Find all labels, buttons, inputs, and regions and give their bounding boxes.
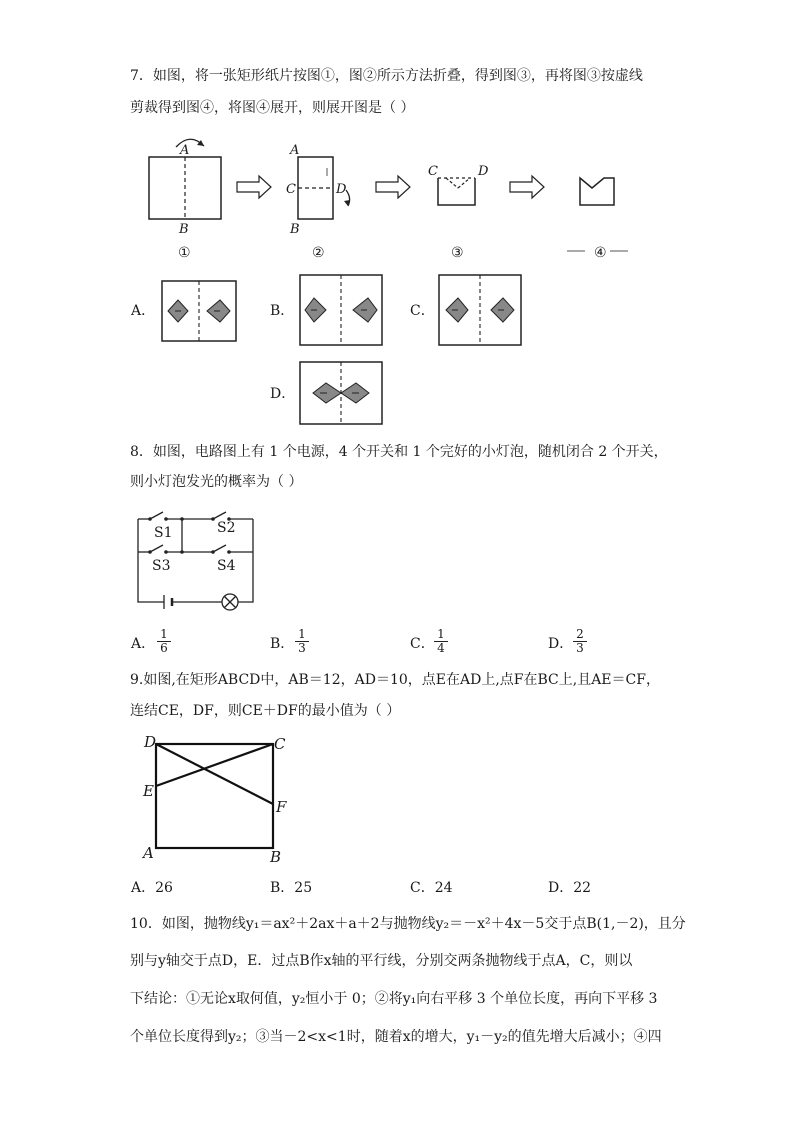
q8-option-a-fraction: $\frac{1}{6}$ — [157, 628, 171, 655]
q7-fig2-label-a: A — [290, 143, 300, 158]
q10-stem-line2: 别与y轴交于点D，E．过点B作x轴的平行线，分别交两条抛物线于点A，C，则以 — [130, 953, 633, 969]
q7-fig-number-3: ③ — [451, 245, 464, 261]
q8-switch-s4: S4 — [217, 558, 236, 574]
q9-stem-line2: 连结CE，DF，则CE＋DF的最小值为（ ） — [130, 703, 401, 719]
q7-fig2-label-c: C — [286, 182, 296, 197]
q7-stem-line2: 剪裁得到图④，将图④展开，则展开图是（ ） — [130, 100, 415, 116]
q9-label-f: F — [276, 798, 287, 816]
q8-switch-s3: S3 — [152, 558, 171, 574]
q9-option-c[interactable]: C．24 — [410, 880, 453, 896]
q8-option-a[interactable]: A． — [131, 636, 156, 652]
q8-option-d-fraction: $\frac{2}{3}$ — [573, 628, 587, 655]
q8-switch-s1: S1 — [154, 525, 173, 541]
q7-fig-number-1: ① — [178, 245, 191, 261]
q8-stem-line2: 则小灯泡发光的概率为（ ） — [130, 474, 303, 490]
q8-option-c-fraction: $\frac{1}{4}$ — [434, 628, 448, 655]
q7-label-b: B — [179, 222, 189, 237]
q9-label-e: E — [143, 782, 154, 800]
q9-label-b: B — [270, 848, 282, 866]
q8-option-b-fraction: $\frac{1}{3}$ — [295, 628, 309, 655]
q10-stem-line3: 下结论：①无论x取何值，y₂恒小于 0；②将y₁向右平移 3 个单位长度，再向下平移 3 — [130, 991, 658, 1007]
q9-label-a: A — [143, 844, 154, 862]
q7-fig3-label-c: C — [428, 164, 438, 179]
q7-option-c-label[interactable]: C． — [410, 303, 435, 319]
q7-stem-line1: 7．如图，将一张矩形纸片按图①，图②所示方法折叠，得到图③，再将图③按虚线 — [130, 68, 643, 84]
q8-switch-s2: S2 — [217, 520, 236, 536]
q7-option-b-label[interactable]: B． — [270, 303, 295, 319]
q8-option-c[interactable]: C． — [410, 636, 435, 652]
q9-label-d: D — [144, 733, 157, 751]
q7-label-a: A — [180, 143, 190, 158]
q8-stem-line1: 8．如图，电路图上有 1 个电源，4 个开关和 1 个完好的小灯泡，随机闭合 2 个开关， — [130, 444, 668, 460]
q9-option-d[interactable]: D．22 — [548, 880, 592, 896]
q10-stem-line1: 10．如图，抛物线y₁＝ax²＋2ax＋a＋2与抛物线y₂＝－x²＋4x－5交于点B(1,－2)，且分 — [130, 916, 686, 932]
q8-option-b[interactable]: B． — [270, 636, 295, 652]
q7-fig2-label-b: B — [290, 222, 300, 237]
q9-label-c: C — [274, 735, 286, 753]
q9-option-b[interactable]: B．25 — [270, 880, 313, 896]
q7-option-a-label[interactable]: A． — [131, 303, 156, 319]
q10-stem-line4: 个单位长度得到y₂；③当－2<x<1时，随着x的增大，y₁－y₂的值先增大后减小；④四 — [130, 1029, 662, 1045]
q7-fig2-label-d: D — [336, 182, 347, 197]
q7-fig-number-4: ④ — [594, 245, 607, 261]
q8-option-d[interactable]: D． — [548, 636, 574, 652]
q9-stem-line1: 9.如图,在矩形ABCD中，AB＝12，AD＝10，点E在AD上,点F在BC上,且AE＝CF， — [130, 672, 660, 688]
q9-option-a[interactable]: A．26 — [131, 880, 173, 896]
q7-option-d-label[interactable]: D． — [270, 386, 296, 402]
q7-fig3-label-d: D — [478, 164, 489, 179]
q7-fig-number-2: ② — [312, 245, 325, 261]
